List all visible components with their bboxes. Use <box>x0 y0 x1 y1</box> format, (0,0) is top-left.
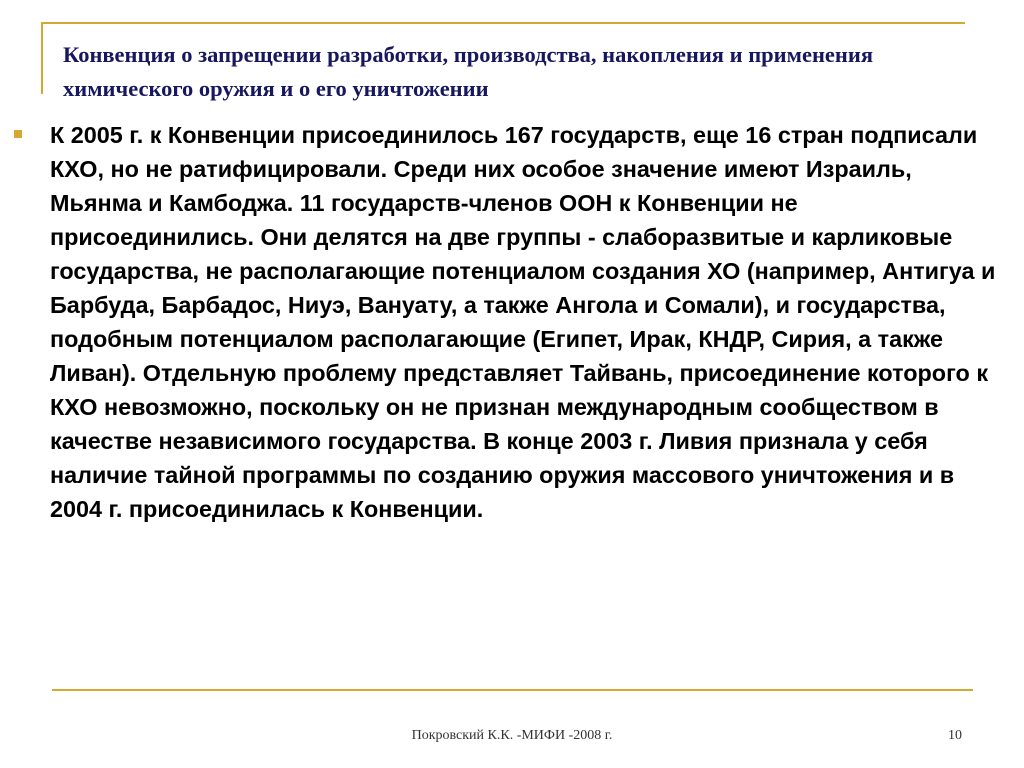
left-frame-line <box>41 22 43 94</box>
square-bullet-icon <box>14 130 22 138</box>
page-number: 10 <box>948 728 962 743</box>
bullet-paragraph: К 2005 г. к Конвенции присоединилось 167 государств, еще 16 стран подписали КХО, но не ратифицировали. Среди них особое значение имеют Израиль, Мьянма и Камбоджа. 11 государств-членов ООН к Конвенции не присоединились. Они делятся на две группы - слаборазвитые и карликовые государства, не располагающие потенциалом создания ХО (например, Антигуа и Барбуда, Барбадос, Ниуэ, Вануату, а также Ангола и Сомали), и государства, подобным потенциалом располагающие (Египет, Ирак, КНДР, Сирия, а также Ливан). Отдельную проблему представляет Тайвань, присоединение которого к КХО невозможно, поскольку он не признан международным сообществом в качестве независимого государства. В конце 2003 г. Ливия признала у себя наличие тайной программы по созданию оружия массового уничтожения и в 2004 г. присоединилась к Конвенции. <box>50 122 996 522</box>
slide-footer: Покровский К.К. -МИФИ -2008 г. <box>411 728 613 743</box>
slide-title: Конвенция о запрещении разработки, производства, накопления и применения химического оружия и о его уничтожении <box>63 42 873 101</box>
top-frame-line <box>41 22 965 24</box>
bottom-divider <box>52 689 973 691</box>
